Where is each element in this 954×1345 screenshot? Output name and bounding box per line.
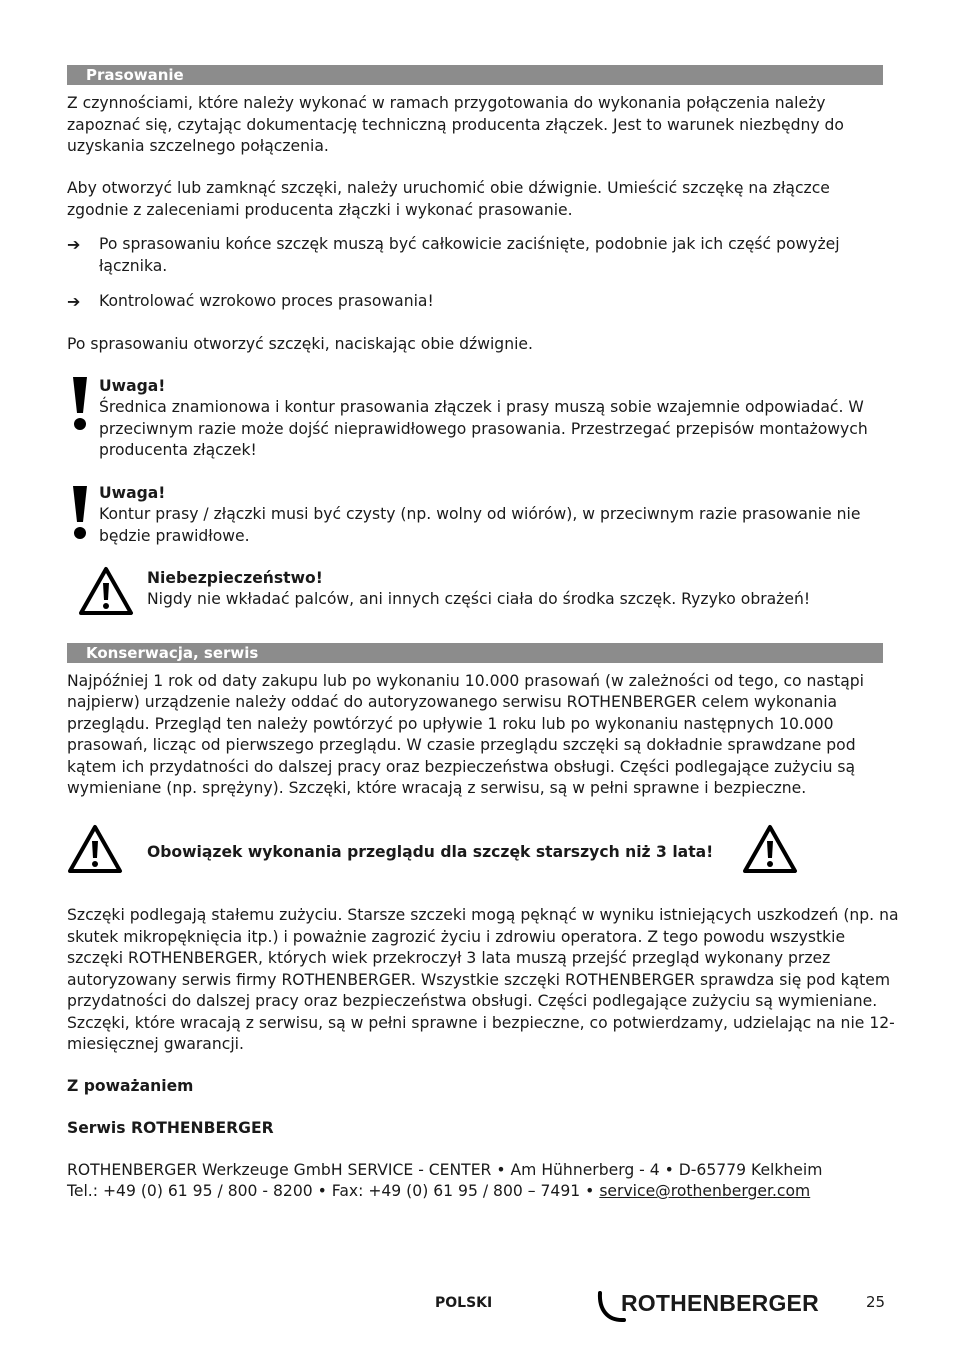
warning-triangle-icon bbox=[742, 824, 798, 874]
inspection-notice: Obowiązek wykonania przeglądu dla szczęk starszych niż 3 lata! bbox=[147, 843, 714, 861]
paragraph-line: uzyskania szczelnego połączenia. bbox=[67, 137, 329, 155]
paragraph-line: przeglądu. Przegląd ten należy powtórzyć po upływie 1 roku lub po wykonaniu następnych 10.000 bbox=[67, 715, 834, 733]
paragraph-line: Aby otworzyć lub zamknąć szczęki, należy uruchomić obie dźwignie. Umieścić szczękę na złączce bbox=[67, 179, 830, 197]
warning-text: producenta złączek! bbox=[99, 441, 257, 459]
warning-text: Średnica znamionowa i kontur prasowania złączek i prasy muszą sobie wzajemnie odpowiadać. W bbox=[99, 398, 864, 416]
service-signature: Serwis ROTHENBERGER bbox=[67, 1119, 274, 1137]
paragraph-line: skutek mikropęknięcia itp.) i poważnie zagrozić życiu i zdrowiu operatora. Z tego powodu wszystkie bbox=[67, 928, 846, 946]
warning-triangle-icon bbox=[67, 824, 123, 874]
warning-text: Kontur prasy / złączki musi być czysty (np. wolny od wiórów), w przeciwnym razie prasowanie nie bbox=[99, 505, 861, 523]
danger-title: Niebezpieczeństwo! bbox=[147, 569, 323, 587]
section-header-konserwacja bbox=[67, 643, 883, 663]
exclamation-icon bbox=[70, 377, 90, 437]
section-title: Konserwacja, serwis bbox=[86, 644, 259, 662]
paragraph-line: kątem ich przydatności do dalszej pracy oraz bezpieczeństwa obsługi. Części podlegające zużyciu są bbox=[67, 758, 856, 776]
footer-language: POLSKI bbox=[435, 1295, 493, 1311]
contact-phone-fax: Tel.: +49 (0) 61 95 / 800 - 8200 • Fax: +49 (0) 61 95 / 800 – 7491 • bbox=[67, 1182, 600, 1200]
paragraph-line: Szczęki podlegają stałemu zużyciu. Starsze szczeki mogą pęknąć w wyniku istniejących uszkodzeń (np. na bbox=[67, 906, 899, 924]
paragraph-line: szczęki ROTHENBERGER, których wiek przekroczył 3 lata muszą przejść przegląd wykonany przez bbox=[67, 949, 831, 967]
section-title: Prasowanie bbox=[86, 66, 184, 84]
paragraph-line: Po sprasowaniu otworzyć szczęki, naciskając obie dźwignie. bbox=[67, 335, 533, 353]
warning-text: przeciwnym razie może dojść nieprawidłowego prasowania. Przestrzegać przepisów montażowych bbox=[99, 420, 868, 438]
paragraph-line: zgodnie z zaleceniami producenta złączki i wykonać prasowanie. bbox=[67, 201, 573, 219]
paragraph-line: autoryzowany serwis firmy ROTHENBERGER. Wszystkie szczęki ROTHENBERGER sprawdza się pod kątem bbox=[67, 971, 891, 989]
arrow-bullet-icon: ➔ bbox=[67, 292, 81, 311]
page-number: 25 bbox=[866, 1293, 886, 1311]
bullet-text: Kontrolować wzrokowo proces prasowania! bbox=[99, 292, 434, 310]
paragraph-line: przydatności do dalszej pracy oraz bezpieczeństwa obsługi. Części podlegające zużyciu są wymieniane. bbox=[67, 992, 878, 1010]
warning-triangle-icon bbox=[78, 566, 134, 616]
paragraph-line: wymieniane (np. sprężyny). Szczęki, które wracają z serwisu, są w pełni sprawne i bezpieczne. bbox=[67, 779, 807, 797]
rothenberger-logo: ROTHENBERGER bbox=[621, 1290, 819, 1316]
section-header-prasowanie bbox=[67, 65, 883, 85]
warning-text: będzie prawidłowe. bbox=[99, 527, 250, 545]
contact-line bbox=[67, 1181, 810, 1202]
paragraph-line: Szczęki, które wracają z serwisu, są w pełni sprawne i bezpieczne, co potwierdzamy, udzielając na nie 12- bbox=[67, 1014, 895, 1032]
exclamation-icon bbox=[70, 486, 90, 546]
paragraph-line: Najpóźniej 1 rok od daty zakupu lub po wykonaniu 10.000 prasowań (w zależności od tego, co nastąpi bbox=[67, 672, 865, 690]
bullet-text: łącznika. bbox=[99, 257, 168, 275]
warning-title: Uwaga! bbox=[99, 377, 166, 395]
email-link[interactable]: service@rothenberger.com bbox=[599, 1182, 811, 1200]
danger-text: Nigdy nie wkładać palców, ani innych części ciała do środka szczęk. Ryzyko obrażeń! bbox=[147, 590, 811, 608]
paragraph-line: prasowań, licząc od pierwszego przeglądu. W czasie przeglądu szczęki są dokładnie sprawdzane pod bbox=[67, 736, 856, 754]
address-line: ROTHENBERGER Werkzeuge GmbH SERVICE - CENTER • Am Hühnerberg - 4 • D-65779 Kelkheim bbox=[67, 1161, 823, 1179]
paragraph-line: najpierw) urządzenie należy oddać do autoryzowanego serwisu ROTHENBERGER celem wykonania bbox=[67, 693, 838, 711]
paragraph-line: zapoznać się, czytając dokumentację techniczną producenta złączek. Jest to warunek niezbędny do bbox=[67, 116, 844, 134]
arrow-bullet-icon: ➔ bbox=[67, 235, 81, 254]
warning-title: Uwaga! bbox=[99, 484, 166, 502]
bullet-text: Po sprasowaniu końce szczęk muszą być całkowicie zaciśnięte, podobnie jak ich część powyżej bbox=[99, 235, 840, 253]
paragraph-line: miesięcznej gwarancji. bbox=[67, 1035, 244, 1053]
paragraph-line: Z czynnościami, które należy wykonać w ramach przygotowania do wykonania połączenia należy bbox=[67, 94, 826, 112]
closing-regards: Z poważaniem bbox=[67, 1077, 194, 1095]
